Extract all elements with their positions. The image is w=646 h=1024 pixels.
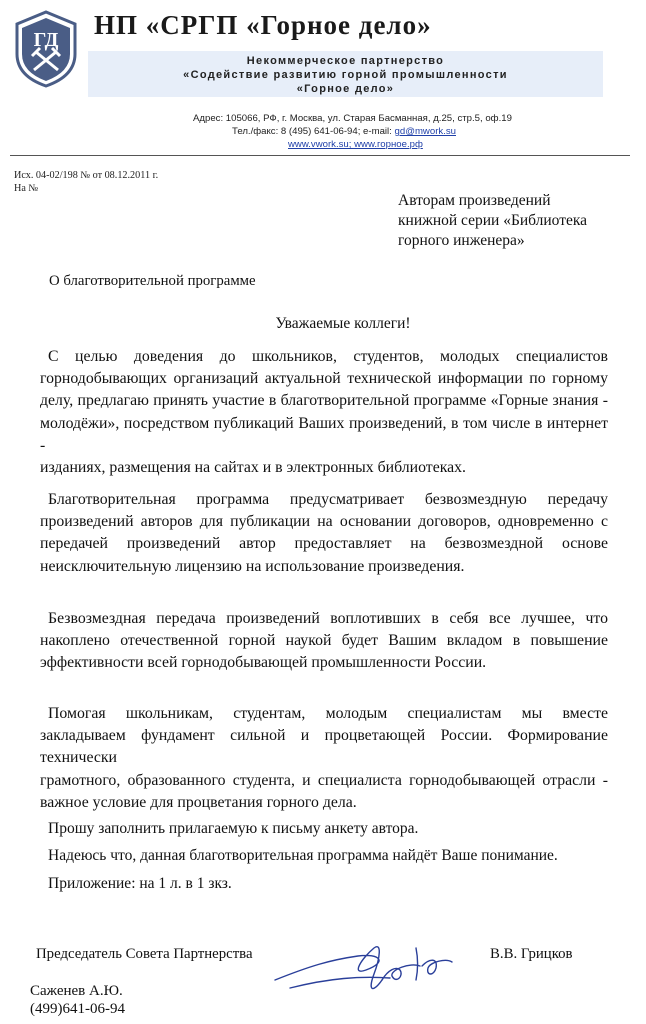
paragraph-2	[40, 489, 608, 578]
paragraph-1-line-5: изданиях, размещения на сайтах и в электронных библиотеках.	[40, 459, 466, 477]
paragraph-1-line-4: молодёжи», посредством публикаций Ваших произведений, в том числе в интернет -	[40, 414, 608, 454]
header-divider	[10, 155, 630, 156]
addressee-block	[398, 191, 587, 251]
org-subtitle-line-3: «Горное дело»	[296, 83, 395, 95]
paragraph-1-line-3: делу, предлагаю принять участие в благотворительной программе «Горные знания -	[40, 392, 608, 410]
signatory-role: Председатель Совета Партнерства	[36, 946, 253, 962]
org-contacts	[232, 126, 456, 137]
paragraph-1-line-2: горнодобывающих организаций актуальной технической информации по горному	[40, 370, 608, 388]
handwritten-signature	[270, 918, 480, 1008]
org-websites-link[interactable]: www.vwork.su; www.горное.рф	[288, 139, 423, 150]
paragraph-4-line-1: Помогая школьникам, студентам, молодым специалистам мы вместе	[48, 705, 608, 722]
logo-letters: ГД	[33, 29, 59, 51]
addressee-line-1: Авторам произведений	[398, 192, 551, 209]
paragraph-3-line-2: накоплено отечественной горной наукой будет Вашим вкладом в повышение	[40, 632, 608, 650]
organization-logo	[14, 10, 78, 88]
paragraph-2-line-4: неисключительную лицензию на использование произведения.	[40, 557, 465, 575]
paragraph-4-line-4: важное условие для процветания горного дела.	[40, 793, 357, 811]
letter-subject: О благотворительной программе	[49, 273, 256, 289]
paragraph-4-line-2: закладываем фундамент сильной и процветающей России. Формирование технически	[40, 727, 608, 767]
addressee-line-3: горного инженера»	[398, 232, 525, 249]
paragraph-1-line-1: С целью доведения до школьников, студентов, молодых специалистов	[48, 348, 608, 365]
org-subtitle-line-1: Некоммерческое партнерство	[246, 55, 445, 67]
paragraph-4-line-3: грамотного, образованного студента, и специалиста горнодобывающей отрасли -	[40, 771, 608, 789]
paragraph-3	[40, 608, 608, 675]
closing-line: Надеюсь что, данная благотворительная программа найдёт Ваше понимание.	[48, 847, 558, 864]
org-address: Адрес: 105066, РФ, г. Москва, ул. Старая Басманная, д.25, стр.5, оф.19	[193, 113, 512, 124]
org-subtitle-line-2: «Содействие развитию горной промышленности	[183, 69, 508, 81]
paragraph-3-line-3: эффективности всей горнодобывающей промышленности России.	[40, 654, 487, 672]
signatory-name: В.В. Грицков	[490, 946, 573, 962]
org-phone: Тел./факс: 8 (495) 641-06-94; e-mail:	[232, 126, 392, 137]
addressee-line-2: книжной серии «Библиотека	[398, 212, 588, 229]
organization-title: НП «СРГП «Горное дело»	[94, 10, 432, 40]
org-email-link[interactable]: gd@mwork.su	[394, 126, 456, 137]
paragraph-1	[40, 346, 608, 479]
paragraph-2-line-2: произведений авторов для публикации на основании договоров, одновременно с	[40, 513, 608, 531]
greeting: Уважаемые коллеги!	[275, 315, 411, 332]
paragraph-4	[40, 703, 608, 814]
paragraph-2-line-3: передачей произведений автор предоставляет на безвозмездной основе	[40, 535, 608, 553]
executor-name: Саженев А.Ю.	[30, 983, 123, 999]
paragraph-2-line-1: Благотворительная программа предусматривает безвозмездную передачу	[48, 491, 608, 508]
incoming-reference: На №	[14, 183, 39, 194]
executor-phone: (499)641-06-94	[30, 1001, 125, 1017]
request-line: Прошу заполнить прилагаемую к письму анкету автора.	[48, 820, 419, 837]
outgoing-reference: Исх. 04-02/198 № от 08.12.2011 г.	[14, 170, 159, 181]
attachment-line: Приложение: на 1 л. в 1 зкз.	[48, 875, 232, 892]
paragraph-3-line-1: Безвозмездная передача произведений воплотивших в себя все лучшее, что	[48, 610, 608, 627]
